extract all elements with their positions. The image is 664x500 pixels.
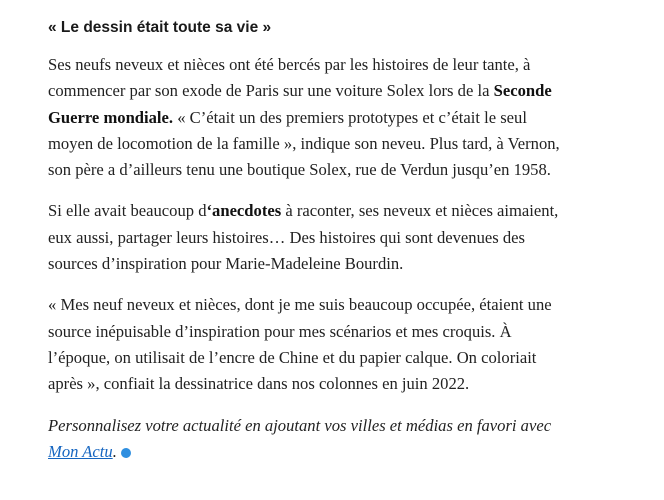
paragraph-1-bold: Seconde Guerre mondiale. [48, 81, 552, 127]
mon-actu-link[interactable]: Mon Actu [48, 441, 113, 461]
section-heading: « Le dessin était toute sa vie » [48, 19, 272, 36]
article-body [48, 18, 568, 480]
promo-text: Personnalisez votre actualité en ajoutant vos villes et médias en favori avec [48, 415, 552, 435]
paragraph-3: « Mes neuf neveux et nièces, dont je me suis beaucoup occupée, étaient une source inépuisable d’inspiration pour mes scénarios et mes croquis. À l’époque, on utilisait de l’encre de Chine et du papier calque. On coloriait après », confiait la dessinatrice dans nos colonnes en juin 2022. [48, 295, 552, 394]
paragraph-2 [48, 198, 568, 277]
paragraph-1-text-c: « C’était un des premiers prototypes et c’était le seul moyen de locomotion de la famille », indique son neveu. Plus tard, à Vernon, son père a d’ailleurs tenu une boutique Solex, rue de Verdun jusqu’en 1958. [48, 107, 560, 180]
paragraph-1-text-a: Ses neufs neveux et nièces ont été bercés par les histoires de leur tante, à commencer par son exode de Paris sur une voiture Solex lors de la [48, 55, 531, 101]
promo-end: . [112, 441, 117, 461]
paragraph-1 [48, 52, 568, 183]
blue-dot-icon [121, 448, 131, 458]
paragraph-2-text-c: à raconter, ses neveux et nièces aimaient, eux aussi, partager leurs histoires… Des histoires qui sont devenues des sources d’inspiration pour Marie-Madeleine Bourdin. [48, 201, 559, 274]
promo-paragraph [48, 413, 568, 466]
paragraph-2-bold: ‘anecdotes [206, 201, 282, 221]
paragraph-2-text-a: Si elle avait beaucoup d [48, 201, 207, 221]
